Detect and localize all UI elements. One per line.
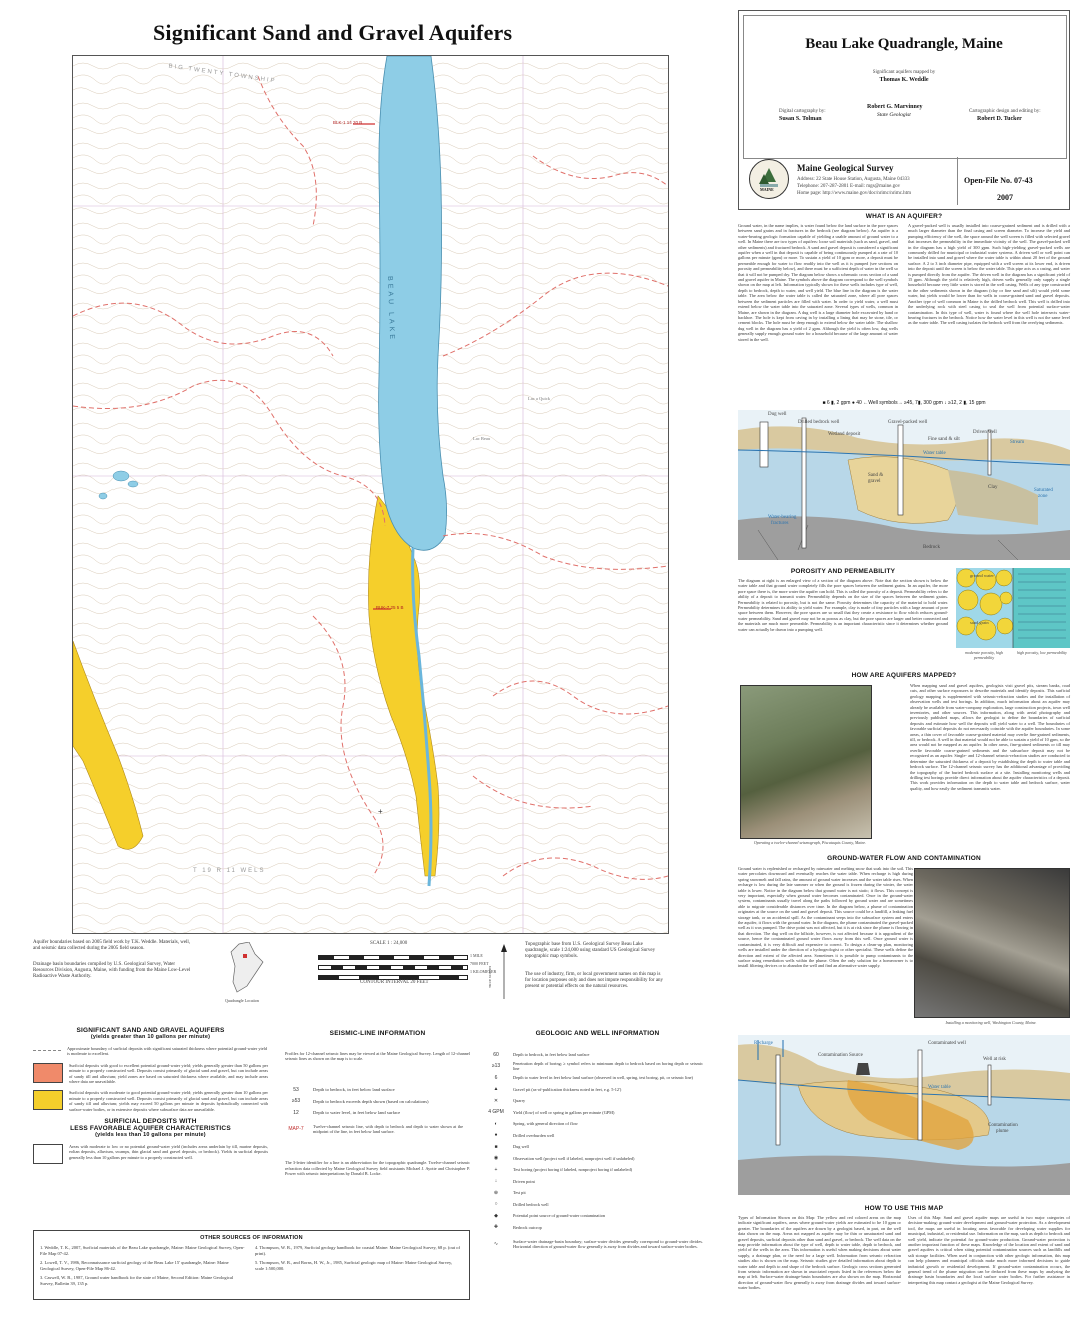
seismic-label-north: BLK-1 14 20 B [333,120,363,125]
reference-item: 4. Thompson, W. B., 1979, Surficial geology handbook for coastal Maine: Maine Geological Survey, 68 p. (out of print). [255,1245,460,1256]
basin-note: Drainage basin boundaries compiled by U.S. Geological Survey, Water Resources Division, Augusta, Maine, with funding from the Maine Low-Level Radioactive Waste Authority. [33,962,191,979]
seismic-label-mid: BUK-7 25 5 B [376,605,404,610]
legend-symbol-text: Spring, with general direction of flow [513,1121,578,1127]
legend-row-boundary: Approximate boundary of surficial deposits with significant saturated thickness where potential ground-water yield is moderate to excellent. [33,1046,268,1057]
mapped-by: Thomas K. Weddle [879,77,929,83]
scale-miles: 1 MILE [470,953,483,958]
legend-symbol-text: Test pit [513,1190,526,1196]
legend-symbol-text: Bedrock outcrop [513,1224,542,1230]
less-favorable-title: SURFICIAL DEPOSITS WITH [104,1118,197,1126]
contamination-diagram: Recharge Contaminated well Contamination Source Well at risk Water table Contamination plume [738,1035,1070,1195]
porosity-text: The diagram at right is an enlarged view of a section of the diagram above. Note that the section shown is below the water table and that ground water completely fills the pore spaces between the sediment grains. In an aquifer, the more pore space there is, the more water the aquifer can hold. This is called the porosity of a deposit. Permeability refers to the ability of a deposit to transmit water. Permeability depends on the size of the spaces between the sediment grains. Permeability is related to porosity, but is not the same. Porosity determines the capacity of the material to hold water. Permeability determines its ability to yield water. For example, clay is made of tiny particles with a large amount of pore space between them. However, the pore spaces are so small that they create a resistance to flow which reduces ground-water permeability. Sand and gravel may not be as porous as clay, but the pore spaces are larger and better connected and the materials are much more permeable. Permeability is an important characteristic since it determines whether ground water can actually be drawn into a pumping well. [738,578,948,632]
scale-km: 1 KILOMETER [470,969,497,974]
geologic-legend-row [485,1107,710,1119]
other-sources-box [33,1230,470,1300]
legend-symbol-icon: + [494,1166,498,1173]
legend-symbol-text: Potential point source of ground-water contamination [513,1213,606,1219]
use-title: HOW TO USE THIS MAP [864,1205,944,1212]
quadrangle-location-label: Quadrangle Location [225,998,259,1003]
map-frame[interactable] [72,55,669,934]
legend-symbol-icon: ✕ [493,1097,499,1104]
contamination-source-icon [856,1063,870,1075]
seismic-rows: 53 Depth to bedrock, in feet below land surface ≥53 Depth to bedrock exceeds depth shown (based on calculations) 12 Depth to water level, in feet below land surface MAP-7 Twelve-channel seismic line, with depth to bedrock and depth to water shown at the midpoint of the line, in feet below land surface. [288,1086,463,1135]
township-label-south: T 19 R 11 WELS [193,868,266,874]
aquifer-note: Aquifer boundaries based on 2005 field work by T.K. Weddle. Materials, well, and seismic data collected during the 2005 field season. [33,940,191,951]
explanation-sheet [730,0,1080,1338]
legend-symbol-icon: ● [494,1132,498,1139]
scale-feet: 7000 FEET [470,961,489,966]
geologic-legend-row [485,1049,710,1061]
porosity-caption-1: moderate porosity, high permeability [965,650,1003,660]
mapped-text: When mapping sand and gravel aquifers, geologists visit gravel pits, stream banks, road cuts, and other surface exposures to describe materials and identify deposits. This surficial geology mapping is supplemented with seismic-refraction studies and the installation of observation wells and test borings. In addition, much information about an aquifer may already be available from water-company exploration, large construction projects, town well inventories, and other sources. This information, along with aerial photography and previously published maps, allows the geologist to define the boundaries of surficial deposits and estimate how well the deposits will yield water to a well. The boundaries of favorable surficial deposits do not necessarily coincide with the aquifer boundaries. In some areas, a thin cover of favorable coarse-grained material may overlie fine-grained sediments, till, or bedrock. A well in that material would not be able to sustain a yield of 10 gpm, so the area would not be mapped as an aquifer. In other areas, fine-grained sediments or till may overlie favorable coarse-grained sediments and the subsurface deposit may not be recognized as an aquifer. Single- and 12-channel seismic-refraction studies are conducted to determine the saturated thickness of a deposit by establishing the depth to water table and bedrock surface. The 12-channel seismic survey has the additional advantage of providing the topography of the buried bedrock surface at a site. Installing monitoring wells and drilling test borings provide direct information about the aquifer characteristics of a deposit. This work provides information on the depth to water table and bedrock surface, water quality, and how easily the sediment transmits water. [910,683,1070,791]
legend-symbol-text: Driven point [513,1178,535,1184]
true-north-label: TRUE NORTH [488,966,492,988]
contour-lines [73,56,668,933]
mgs-seal-logo: MAINE [749,159,789,199]
geologic-legend-row [485,1210,710,1222]
agency-homepage: Home page: http://www.maine.gov/doc/nrimc/nrimc.htm [797,191,911,196]
agency-address: Address: 22 State House Station, Augusta, Maine 04333 [797,177,910,182]
legend-symbol-icon: ▲ [493,1086,499,1093]
digital-label: Digital cartography by: [779,109,826,114]
geologic-legend-row [485,1141,710,1153]
legend-symbol-icon: ✚ [493,1224,499,1231]
map-title: Significant Sand and Gravel Aquifers [153,20,513,45]
survey-point: + [378,807,383,816]
geologic-legend-row [485,1233,710,1255]
geologic-title: GEOLOGIC AND WELL INFORMATION [535,1030,660,1037]
legend-symbol-icon: ◉ [493,1155,499,1162]
legend-symbol-icon: ■ [494,1143,498,1150]
well-symbols-header: ■ 6 ▮, 2 gpm ● 40 ←Well symbols→ ≥45, 7▮, 300 gpm ↓ ≥12, 2 ▮, 15 gpm [822,400,986,406]
geologic-legend-row [485,1130,710,1142]
geologic-legend-row [485,1153,710,1165]
seismograph-photo [740,685,872,839]
geologic-legend-row [485,1072,710,1084]
reference-item: 3. Caswell, W. B., 1987, Ground water handbook for the state of Maine, Second Edition: Maine Geological Survey, Bulletin 39, 135 p. [40,1275,234,1286]
scale-text: SCALE 1 : 24,000 [370,941,408,946]
dug-well-icon [760,422,768,467]
legend-symbol-icon: ↓ [494,1178,498,1185]
legend-subtitle: (yields greater than 10 gallons per minute) [90,1034,211,1040]
legend-symbol-text: Observation well (project well if labeled, nonproject well if unlabeled) [513,1155,635,1161]
legend-symbol-icon: ○ [494,1201,498,1208]
legend-symbol-text: Penetration depth of boring; ≥ symbol refers to minimum depth to bedrock based on boring depth or seismic line [513,1060,703,1072]
legend-row-good: Surficial deposits with good to excellent potential ground-water yield; yields generally greater than 50 gallons per minute to a properly constructed well. Deposits consist primarily of glacial sand and gravel, but can include areas of sandy till and alluvium; yield zones are based on saturated thickness where available, and may include areas where data are unavailable. [33,1063,268,1085]
monitoring-well-photo [914,868,1070,1018]
porosity-diagram: ground water sand grain [956,568,1070,648]
legend-symbol-text: Quarry [513,1098,526,1104]
title-block [738,10,1070,210]
reference-item: 2. Lowell, T. V., 1986, Reconnaissance surficial geology of the Beau Lake 15' quadrangle, Maine: Maine Geological Survey, Open-File Map 86-42. [40,1260,229,1271]
legend-symbol-text: Drilled bedrock well [513,1201,549,1207]
legend-symbol-icon: 60 [493,1051,499,1058]
geologic-legend-row [485,1118,710,1130]
carto-label: Cartographic design and editing by: [969,109,1041,114]
north-arrow-icon [500,944,508,999]
topo-disclaimer: The use of industry, firm, or local government names on this map is for location purposes only and does not impute responsibility for any present or potential effects on the natural resources. [525,972,664,989]
geologic-legend-row [485,1222,710,1234]
geologic-rows [485,1049,710,1255]
moderate-yield-swatch [33,1090,63,1110]
legend-symbol-text: Dug well [513,1144,529,1150]
mapped-title: HOW ARE AQUIFERS MAPPED? [851,672,957,679]
porosity-title: POROSITY AND PERMEABILITY [790,568,896,575]
geologic-legend-row [485,1199,710,1211]
lake-label: BEAU LAKE [386,276,396,343]
less-favorable-title-2: LESS FAVORABLE AQUIFER CHARACTERISTICS [70,1125,231,1133]
seismic-title: SEISMIC-LINE INFORMATION [329,1030,426,1037]
legend-symbol-text: Gravel pit (as-of-publication thickness noted in feet, e.g. 5-12') [513,1086,622,1092]
flow-text: Ground water is replenished or recharged by rainwater and melting snow that soak into the soil. This water percolates downward and eventually reaches the water table. When recharge is high during spring snowmelt and fall rains, the amount of ground water increases and the water table rises. When recharge is low during the late summer or when the ground is frozen during the winter, the water table is lower. Notice in the diagram below that ground water is not static; it flows. This concept is very important, especially when ground water becomes contaminated. Once in the ground-water system, contaminants usually travel along the paths followed by ground water and are sometimes able to migrate considerable distances over time. In the diagram below, a plume of contamination originates at the source on the sand and gravel deposit. This source could be a landfill, a leaking fuel storage tank, or an accidental spill. As the contaminant seeps into the subsurface system and enters the aquifer, it flows with the ground water. In the diagram, the plume contaminated the gravel-packed well as it was pumped. The drive point was not affected, but it is at risk since the plume is flowing in that direction. The dug well on the hillside, however, is not affected because it is upgradient of the source, hence the contaminated ground water flows away from this well. Once ground water is contaminated, it is very difficult and expensive to correct. To design a clean-up plan, monitoring wells are installed under the direction of a hydrogeologist or other specialist. These wells define the direction and extent of the affected area. Sometimes it is possible to pump contaminants to the surface using remediation wells within the plume. Often the only solution for a homeowner is to install filtering devices or to abandon the well and find an alternative water supply. [738,866,913,969]
reference-item: 1. Weddle, T. K., 2007, Surficial materials of the Beau Lake quadrangle, Maine: Maine Geological Survey, Open-File Map 07-42. [40,1245,245,1256]
legend-symbol-text: Depth to bedrock, in feet below land surface [513,1052,590,1058]
legend-symbol-icon: ∿ [493,1241,499,1247]
well-at-risk-icon [988,1065,991,1105]
contaminated-well-icon [918,1050,922,1140]
quadrangle-location-map [225,942,265,994]
legend-symbol-icon: ◐ [494,1120,498,1127]
less-favorable-swatch [33,1144,63,1164]
place-label-b: Lac a Quick [528,396,550,401]
agency-name: Maine Geological Survey [797,163,894,173]
photo2-caption: Installing a monitoring well, Washington County, Maine. [945,1020,1037,1025]
driven-well-icon [988,430,991,475]
aquifer-legend [33,1027,268,1170]
geologic-legend-row [485,1061,710,1073]
legend-symbol-icon: 4 GPM [488,1109,504,1116]
topo-base-note: Topographic base from U.S. Geological Survey Beau Lake quadrangle, scale 1:24,000 using standard US Geological Survey topographic map symbols. [525,942,656,959]
what-title: WHAT IS AN AQUIFER? [865,213,943,220]
geologic-legend-row [485,1095,710,1107]
less-favorable-subtitle: (yields less than 10 gallons per minute) [95,1132,206,1139]
cartographer: Robert D. Tucker [977,116,1022,122]
use-text-col2: Uses of this Map: Sand and gravel aquifer maps are useful in two major categories of decision-making: ground-water development and ground-water protection. As a development tool, the maps are useful in locating areas favorable for developing water supplies for municipal, industrial, or residential use. Information on the map, such as depth to bedrock and well yield, indicate the potential for ground-water production. Ground-water protection is another important function of these maps. Knowledge of the location and extent of sand and gravel aquifers is critical when siting potential contamination sources such as landfills and salt storage facilities. When used in conjunction with other geologic information, this map can help planners and municipal officials make much more informed decisions to guide industrial growth or residential development. If ground-water contamination occurs, the general trend of the plume migration can be deduced from these maps by analyzing the drainage basin boundaries and the local surface water bodies. For further assistance in interpreting this map contact a geologist at the Maine Geological Survey. [908,1215,1070,1285]
reference-item: 5. Thompson, W. B., and Borns, H. W., Jr., 1985, Surficial geologic map of Maine: Maine Geological Survey, scale 1:500,000. [255,1260,453,1271]
place-label-a: Lac Beau [473,436,491,441]
geologic-legend-row [485,1084,710,1096]
geologic-legend-row [485,1176,710,1188]
topographic-map [73,56,668,933]
aquifer-cross-section: Dug well Drilled bedrock well Wetland deposit Gravel-packed well Fine sand & silt Driven well Stream Water table Sand & gravel Clay Saturated zone Water-bearing fractures Bedrock [738,410,1070,560]
legend-symbol-icon: ⊕ [493,1189,499,1196]
dashed-boundary-swatch [33,1050,61,1051]
mapped-by-label: Significant aquifers mapped by [872,70,936,75]
flow-title: GROUND-WATER FLOW AND CONTAMINATION [827,855,981,862]
legend-symbol-text: Drilled overburden well [513,1132,555,1138]
photo1-caption: Operating a twelve-channel seismograph, Piscataquis County, Maine. [753,840,867,845]
legend-symbol-icon: 6 [494,1074,498,1081]
legend-symbol-text: Depth to water level in feet below land surface (observed in well, spring, test boring, pit, or seismic line) [513,1075,693,1081]
township-label-north: BIG TWENTY TOWNSHIP [168,63,277,85]
legend-row-moderate: Surficial deposits with moderate to good potential ground-water yield; yields generally greater than 10 gallons per minute to a properly constructed well. Deposits consist primarily of glacial sand and gravel, but can include areas of sandy till and alluvium; yields may exceed 50 gallons per minute in deposits hydraulically connected with surface-water bodies, or in extensive deposits where subsurface data are unavailable. [33,1090,268,1112]
legend-symbol-text: Yield (flow) of well or spring in gallons per minute (GPM) [513,1109,615,1115]
drilled-well-icon [802,418,806,548]
porosity-caption-2: high porosity, low permeability [1017,650,1067,655]
legend-symbol-text: Surface-water drainage-basin boundary; surface-water divides generally correspond to ground-water divides. Horizontal direction of ground-water flow generally is away from divides and toward surface-water bodies. [513,1238,703,1249]
legend-symbol-text: Test boring (project boring if labeled, nonproject boring if unlabeled) [513,1167,633,1173]
other-sources-title: OTHER SOURCES OF INFORMATION [200,1235,303,1241]
digital-cartographer: Susan S. Tolman [779,116,822,122]
publication-year: 2007 [997,193,1013,202]
dug-well-icon [776,1055,780,1145]
seismic-note: The 3-letter identifier for a line is an abbreviation for the topographic quadrangle. Twelve-channel seismic refraction data collected by Maine Geological Survey field assistants Michael J. Ayotte and Christopher P. Power with seismic interpretations by Donald B. Locke. [285,1160,470,1177]
good-yield-swatch [33,1063,63,1083]
seismic-legend [285,1030,470,1177]
legend-symbol-icon: ≥13 [491,1063,501,1070]
state-geologist: Robert G. Marvinney [867,104,923,110]
gravel-packed-well-icon [898,425,903,515]
what-text-col2: A gravel-packed well is usually installed into coarse-grained sediment and is drilled with a much larger diameter than the final casing and screen diameter. To increase the yield and pumping efficiency of the well, the space around the well screen is filled with selected gravel that increases the permeability in the immediate vicinity of the well. The gravel-packed well in the diagram has a high yield of 300 gpm. Such high-yielding gravel-packed wells are commonly drilled for municipal or industrial water systems. A driven well or well point can be installed into sand and gravel where the water table is within about 20 feet of the ground surface. A 2 to 3 inch diameter pipe, equipped with a well screen at its lower end, is driven into the deposit until the screen is below the water table. This pipe acts as a casing, and water is pumped directly from the aquifer. The driven well in the diagram has a significant yield of 15 gpm. Although the yield is relatively high, driven wells generally only supply a single household because very little water is stored in the well casing. Wells of any type constructed in the other sediments shown in the diagram (clay or fine sand and silt) would yield some water, but yields would be lower than for wells in coarse-grained sand and gravel deposits. Another type of well common in Maine is the drilled bedrock well. This well is drilled into the underlying rock with steel casing to seal the well from potential surface-water contamination. In this type of well, water is found where the well hole intersects water-bearing fractures in the bedrock. Notice how the water level in this well is not the same level as the water table. The well casing isolates the bedrock well from the overlying sediments. [908,223,1070,326]
geologic-legend-row [485,1187,710,1199]
legend-symbol-icon: ◆ [494,1212,498,1219]
use-text-col1: Types of Information Shown on this Map: The yellow and red colored areas on the map indicate significant aquifers, areas where ground-water yields are estimated to be 10 gpm or greater. The boundaries of the aquifers are drawn by a geologist based, in part, on the well data shown on the map. Areas not mapped as aquifer may be thin or unsaturated sand and gravel deposits, surficial deposits other than sand and gravel, or bedrock. The well data on the map provide information about the type of well, depth to water table, depth to bedrock, and yield of the wells in the area. This information is useful when making decisions about water supply, a drainage plan, or the need for a large well. Information from seismic refraction studies also is shown on the map. Seismic studies give detailed information about depth to water table and depth to and shape of the bedrock surface. Geologic cross sections generated from seismic information are shown in associated reports listed in the references below the map at left. Surface-water drainage-basin boundaries are also shown on the map. Horizontal direction of ground-water flow generally is away from drainage divides and toward surface-water bodies. [738,1215,901,1291]
seismic-intro: Profiles for 12-channel seismic lines may be viewed at the Maine Geological Survey. Length of 12-channel seismic lines as shown on the map is to scale. [285,1051,470,1062]
open-file-number: Open-File No. 07-43 [964,176,1033,185]
scale-bar [318,955,468,980]
legend-row-less: Areas with moderate to low or no potential ground-water yield (includes areas underlain by till, marine deposits, eolian deposits, alluvium, swamps, thin glacial sand and gravel deposits, or bedrock). Yields in surficial deposits generally less than 10 gallons per minute to a properly constructed well. [33,1144,268,1164]
quadrangle-title: Beau Lake Quadrangle, Maine [805,36,1003,52]
legend-title: SIGNIFICANT SAND AND GRAVEL AQUIFERS [76,1027,225,1034]
state-geologist-title: State Geologist [877,112,911,118]
geologic-legend-row [485,1164,710,1176]
contour-interval: CONTOUR INTERVAL 20 FEET [360,980,429,985]
agency-phone: Telephone: 207-287-2801 E-mail: mgs@maine.gov [797,184,901,189]
what-text-col1: Ground water, in the name implies, is water found below the land surface in the pore spaces between sand grains and in fractures in the bedrock (see diagram below). An aquifer is a water-bearing geologic formation capable of yielding a usable amount of ground water to a well. In Maine there are two types of aquifers: loose soil materials (such as sand, gravel, and other sediments) and fractured bedrock. A sand and gravel deposit is considered a significant aquifer when a well in that deposit is capable of being continuously pumped at a rate of 10 gallons per minute (gpm) or more. To sustain a yield of 10 gpm or more, a deposit must be permeable enough for water to flow readily into the well as it is pumped (see sections on porosity and permeability below), and there must be a sufficient depth of water in the well so that it will not be pumped dry. The diagram below shows a schematic cross section of a sand and gravel aquifer in Maine. The symbols above the diagram correspond to the well symbols shown on the map at left. Information typically shown for these wells includes type of well, depth to bedrock, depth to water, and well yield. The blue line in the diagram is the water table. The area below the water table is called the saturated zone, where all pore spaces between the sediment particles are filled with water. In order to yield water, a well must extend below the water table into the saturated zone. Several types of wells, common in Maine, are shown in the diagram. A dug well is a large diameter hole excavated by hand or backhoe. The hole is kept from caving in by installing a lining that may be stone, tile, or cement blocks. The hole must be deep enough to extend below the water table. The shallow dug well in the diagram has a yield of 2 gpm. Although the yield is often low, dug wells generally supply enough ground water for a household because of the large amount of water stored in the well. [738,223,898,342]
geologic-legend [485,1030,710,1255]
